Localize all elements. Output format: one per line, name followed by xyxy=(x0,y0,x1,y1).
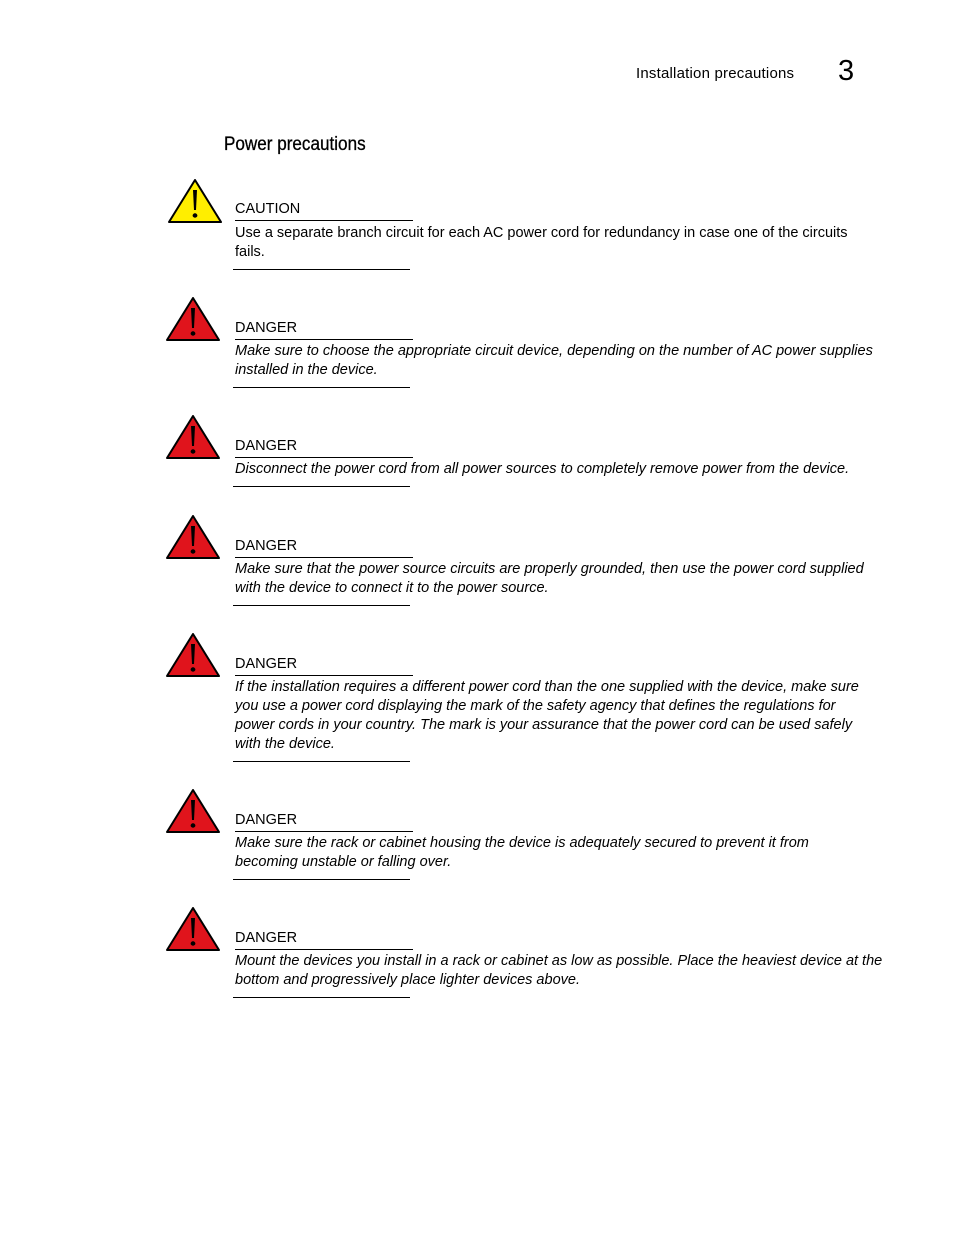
running-header-title: Installation precautions xyxy=(636,65,795,82)
notice-text: Make sure to choose the appropriate circuit device, depending on the number of AC power supplies installed in the device. xyxy=(235,343,873,378)
notice-end-rule xyxy=(233,486,410,487)
notice-end-rule xyxy=(233,879,410,880)
section-title: Power precautions xyxy=(224,134,366,155)
notice-text: Disconnect the power cord from all power sources to completely remove power from the device. xyxy=(235,461,850,477)
notice-label: DANGER xyxy=(235,538,413,558)
danger-triangle-icon xyxy=(164,632,222,678)
notice-text: Use a separate branch circuit for each AC power cord for redundancy in case one of the circuits fails. xyxy=(235,225,848,260)
notice-label: DANGER xyxy=(235,320,413,340)
danger-triangle-icon xyxy=(164,906,222,952)
danger-triangle-icon xyxy=(164,514,222,560)
notice-label: DANGER xyxy=(235,812,413,832)
notice-text: If the installation requires a different power cord than the one supplied with the device, make sure you use a power cord displaying the mark of the safety agency that defines the regulations for power cords in your country. The mark is your assurance that the power cord can be used safely with the device. xyxy=(235,679,859,752)
notice-end-rule xyxy=(233,605,410,606)
notice-end-rule xyxy=(233,997,410,998)
notice-label: DANGER xyxy=(235,656,413,676)
notice-label: CAUTION xyxy=(235,201,413,221)
chapter-number: 3 xyxy=(838,55,855,87)
notice-text: Mount the devices you install in a rack or cabinet as low as possible. Place the heaviest device at the bottom and progressively place lighter devices above. xyxy=(235,953,883,988)
danger-triangle-icon xyxy=(164,414,222,460)
danger-triangle-icon xyxy=(164,788,222,834)
notice-label: DANGER xyxy=(235,438,413,458)
notice-end-rule xyxy=(233,387,410,388)
notice-end-rule xyxy=(233,761,410,762)
caution-triangle-icon xyxy=(164,178,222,224)
notice-text: Make sure that the power source circuits are properly grounded, then use the power cord supplied with the device to connect it to the power source. xyxy=(235,561,864,596)
danger-triangle-icon xyxy=(164,296,222,342)
notice-text: Make sure the rack or cabinet housing the device is adequately secured to prevent it from becoming unstable or falling over. xyxy=(235,835,809,870)
notice-end-rule xyxy=(233,269,410,270)
notice-label: DANGER xyxy=(235,930,413,950)
